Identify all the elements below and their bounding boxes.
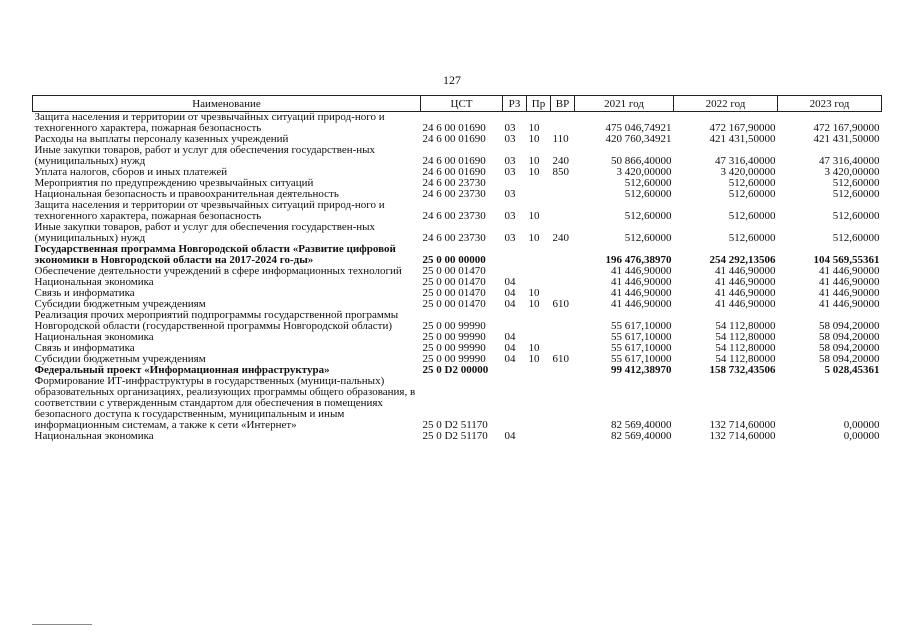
cell-name: Обеспечение деятельности учреждений в сфере информационных технологий xyxy=(34,265,402,277)
cell-cst: 24 6 00 01690 xyxy=(422,133,486,145)
header-cst: ЦСТ xyxy=(421,96,503,112)
cell-y2021: 55 617,10000 xyxy=(611,320,672,332)
cell-vr xyxy=(551,365,575,376)
cell-cst: 25 0 D2 51170 xyxy=(422,430,488,442)
cell-rz: 04 xyxy=(504,276,516,288)
cell-pr: 10 xyxy=(528,166,540,178)
cell-vr xyxy=(551,178,575,189)
cell-cst: 24 6 00 23730 xyxy=(422,177,486,189)
cell-y2022: 54 112,80000 xyxy=(715,320,776,332)
table-row xyxy=(33,376,882,431)
table-row xyxy=(33,244,882,266)
cell-y2023: 58 094,20000 xyxy=(819,331,880,343)
cell-pr: 10 xyxy=(528,353,540,365)
cell-cst: 25 0 00 01470 xyxy=(422,287,486,299)
cell-pr xyxy=(527,365,551,376)
cell-y2021: 196 476,38970 xyxy=(605,254,672,266)
cell-name: Защита населения и территории от чрезвычайных ситуаций природ-ного и техногенного характера, пожарная безопасность xyxy=(34,111,385,134)
cell-cst: 25 0 00 99990 xyxy=(422,320,486,332)
footer-divider xyxy=(32,624,92,625)
cell-vr xyxy=(551,244,575,266)
cell-rz: 03 xyxy=(504,133,516,145)
cell-name: Защита населения и территории от чрезвычайных ситуаций природ-ного и техногенного характера, пожарная безопасность xyxy=(34,199,385,222)
cell-vr xyxy=(551,277,575,288)
cell-vr: 240 xyxy=(552,155,569,167)
cell-vr xyxy=(551,332,575,343)
cell-vr xyxy=(551,200,575,222)
cell-pr xyxy=(527,266,551,277)
cell-rz xyxy=(503,376,527,431)
cell-y2021: 41 446,90000 xyxy=(611,265,672,277)
cell-y2021: 55 617,10000 xyxy=(611,342,672,354)
cell-y2022: 132 714,60000 xyxy=(709,419,776,431)
cell-pr xyxy=(527,189,551,200)
cell-y2022: 512,60000 xyxy=(728,188,776,200)
cell-name: Иные закупки товаров, работ и услуг для обеспечения государствен-ных (муниципальных) нужд xyxy=(34,221,376,244)
cell-y2021: 512,60000 xyxy=(624,188,672,200)
cell-cst: 25 0 00 99990 xyxy=(422,331,486,343)
cell-vr: 240 xyxy=(552,232,569,244)
table-row xyxy=(33,431,882,442)
header-name: Наименование xyxy=(33,96,421,112)
table-row xyxy=(33,145,882,167)
cell-vr xyxy=(551,376,575,431)
cell-cst: 24 6 00 01690 xyxy=(422,155,486,167)
cell-rz: 04 xyxy=(504,287,516,299)
cell-cst: 25 0 00 01470 xyxy=(422,265,486,277)
cell-vr xyxy=(551,189,575,200)
cell-pr xyxy=(527,310,551,332)
cell-name: Национальная безопасность и правоохранительная деятельность xyxy=(34,188,339,200)
cell-vr: 610 xyxy=(552,353,569,365)
cell-y2022: 132 714,60000 xyxy=(709,430,776,442)
cell-y2023: 512,60000 xyxy=(832,177,880,189)
cell-rz: 03 xyxy=(504,210,516,222)
table-row xyxy=(33,112,882,135)
cell-y2023: 41 446,90000 xyxy=(819,287,880,299)
cell-name: Федеральный проект «Информационная инфраструктура» xyxy=(34,364,330,376)
cell-pr: 10 xyxy=(528,155,540,167)
cell-y2023: 512,60000 xyxy=(832,210,880,222)
cell-rz: 04 xyxy=(504,353,516,365)
cell-y2023: 0,00000 xyxy=(843,419,880,431)
cell-y2023: 41 446,90000 xyxy=(819,265,880,277)
cell-y2022: 3 420,00000 xyxy=(720,166,776,178)
cell-y2023: 0,00000 xyxy=(843,430,880,442)
cell-y2022: 512,60000 xyxy=(728,177,776,189)
cell-y2021: 82 569,40000 xyxy=(611,419,672,431)
cell-y2022: 47 316,40000 xyxy=(715,155,776,167)
cell-rz: 03 xyxy=(504,188,516,200)
cell-rz: 03 xyxy=(504,122,516,134)
cell-name: Субсидии бюджетным учреждениям xyxy=(34,353,206,365)
cell-rz: 04 xyxy=(504,331,516,343)
cell-pr: 10 xyxy=(528,210,540,222)
cell-y2023: 41 446,90000 xyxy=(819,276,880,288)
cell-y2021: 420 760,34921 xyxy=(605,133,672,145)
cell-pr: 10 xyxy=(528,342,540,354)
cell-y2021: 50 866,40000 xyxy=(611,155,672,167)
cell-y2023: 58 094,20000 xyxy=(819,320,880,332)
cell-cst: 25 0 00 00000 xyxy=(422,254,486,266)
cell-name: Национальная экономика xyxy=(34,276,154,288)
cell-rz: 04 xyxy=(504,298,516,310)
table-body xyxy=(33,112,882,443)
cell-name: Формирование ИТ-инфраструктуры в государственных (муници-пальных) образовательных организациях, реализующих программы общего образования, в соответствии с утвержденным стандартом для обеспечения в помещениях безопасного доступа к государственным, муниципальным и иным информационным системам, а также к сети «Интернет» xyxy=(34,375,416,431)
cell-name: Расходы на выплаты персоналу казенных учреждений xyxy=(34,133,289,145)
cell-pr: 10 xyxy=(528,133,540,145)
cell-cst: 24 6 00 01690 xyxy=(422,166,486,178)
cell-y2022: 54 112,80000 xyxy=(715,353,776,365)
cell-pr: 10 xyxy=(528,298,540,310)
cell-cst: 25 0 00 99990 xyxy=(422,342,486,354)
cell-y2022: 472 167,90000 xyxy=(709,122,776,134)
cell-cst: 24 6 00 01690 xyxy=(422,122,486,134)
cell-pr xyxy=(527,376,551,431)
header-pr: Пр xyxy=(527,96,551,112)
cell-y2021: 512,60000 xyxy=(624,210,672,222)
cell-y2021: 41 446,90000 xyxy=(611,276,672,288)
cell-cst: 25 0 D2 00000 xyxy=(422,364,489,376)
cell-pr xyxy=(527,431,551,442)
table-row xyxy=(33,222,882,244)
cell-y2021: 82 569,40000 xyxy=(611,430,672,442)
cell-y2023: 512,60000 xyxy=(832,188,880,200)
cell-y2022: 41 446,90000 xyxy=(715,265,776,277)
cell-y2023: 58 094,20000 xyxy=(819,353,880,365)
cell-y2021: 3 420,00000 xyxy=(616,166,672,178)
cell-vr xyxy=(551,266,575,277)
cell-rz: 03 xyxy=(504,155,516,167)
cell-name: Государственная программа Новгородской области «Развитие цифровой экономики в Новгородской области на 2017-2024 го-ды» xyxy=(34,243,396,266)
cell-y2022: 54 112,80000 xyxy=(715,342,776,354)
cell-name: Национальная экономика xyxy=(34,331,154,343)
cell-y2021: 41 446,90000 xyxy=(611,298,672,310)
cell-cst: 24 6 00 23730 xyxy=(422,188,486,200)
cell-y2022: 54 112,80000 xyxy=(715,331,776,343)
header-2023: 2023 год xyxy=(778,96,882,112)
header-rz: РЗ xyxy=(503,96,527,112)
cell-vr: 610 xyxy=(552,298,569,310)
cell-y2022: 254 292,13506 xyxy=(709,254,776,266)
cell-name: Национальная экономика xyxy=(34,430,154,442)
cell-y2023: 41 446,90000 xyxy=(819,298,880,310)
cell-vr xyxy=(551,431,575,442)
cell-vr xyxy=(551,112,575,135)
cell-y2023: 421 431,50000 xyxy=(813,133,880,145)
cell-cst: 24 6 00 23730 xyxy=(422,210,486,222)
cell-y2022: 158 732,43506 xyxy=(709,364,776,376)
cell-y2023: 47 316,40000 xyxy=(819,155,880,167)
cell-name: Реализация прочих мероприятий подпрограммы государственной программы Новгородской области (государственной программы Новгородской области) xyxy=(34,309,399,332)
cell-vr xyxy=(551,310,575,332)
table-row xyxy=(33,200,882,222)
cell-y2022: 41 446,90000 xyxy=(715,276,776,288)
page-number: 127 xyxy=(443,73,461,87)
cell-rz xyxy=(503,310,527,332)
header-2022: 2022 год xyxy=(674,96,778,112)
cell-y2022: 41 446,90000 xyxy=(715,298,776,310)
budget-table xyxy=(32,95,882,442)
cell-y2022: 512,60000 xyxy=(728,232,776,244)
cell-name: Связь и информатика xyxy=(34,342,135,354)
cell-y2021: 512,60000 xyxy=(624,232,672,244)
cell-y2021: 41 446,90000 xyxy=(611,287,672,299)
cell-cst: 25 0 D2 51170 xyxy=(422,419,488,431)
cell-rz: 03 xyxy=(504,166,516,178)
cell-name: Субсидии бюджетным учреждениям xyxy=(34,298,206,310)
table-header-row xyxy=(33,96,882,112)
cell-y2023: 58 094,20000 xyxy=(819,342,880,354)
cell-y2023: 472 167,90000 xyxy=(813,122,880,134)
cell-name: Уплата налогов, сборов и иных платежей xyxy=(34,166,228,178)
cell-pr: 10 xyxy=(528,287,540,299)
cell-y2021: 55 617,10000 xyxy=(611,353,672,365)
cell-y2021: 475 046,74921 xyxy=(605,122,672,134)
cell-pr xyxy=(527,178,551,189)
cell-rz: 04 xyxy=(504,342,516,354)
cell-cst: 25 0 00 01470 xyxy=(422,298,486,310)
cell-pr: 10 xyxy=(528,122,540,134)
header-2021: 2021 год xyxy=(575,96,674,112)
cell-name: Связь и информатика xyxy=(34,287,135,299)
cell-vr: 110 xyxy=(552,133,569,145)
cell-y2023: 512,60000 xyxy=(832,232,880,244)
cell-y2021: 55 617,10000 xyxy=(611,331,672,343)
cell-name: Мероприятия по предупреждению чрезвычайных ситуаций xyxy=(34,177,314,189)
cell-y2023: 104 569,55361 xyxy=(813,254,880,266)
cell-pr xyxy=(527,244,551,266)
cell-y2022: 512,60000 xyxy=(728,210,776,222)
cell-y2023: 3 420,00000 xyxy=(824,166,880,178)
cell-pr: 10 xyxy=(528,232,540,244)
cell-y2022: 421 431,50000 xyxy=(709,133,776,145)
cell-rz xyxy=(503,365,527,376)
table-row xyxy=(33,310,882,332)
cell-rz xyxy=(503,244,527,266)
cell-name: Иные закупки товаров, работ и услуг для обеспечения государствен-ных (муниципальных) нужд xyxy=(34,144,376,167)
cell-cst: 25 0 00 01470 xyxy=(422,276,486,288)
cell-cst: 25 0 00 99990 xyxy=(422,353,486,365)
cell-y2022: 41 446,90000 xyxy=(715,287,776,299)
cell-y2023: 5 028,45361 xyxy=(824,364,880,376)
cell-y2021: 512,60000 xyxy=(624,177,672,189)
header-vr: ВР xyxy=(551,96,575,112)
cell-cst: 24 6 00 23730 xyxy=(422,232,486,244)
cell-rz: 03 xyxy=(504,232,516,244)
cell-vr: 850 xyxy=(552,166,569,178)
cell-rz: 04 xyxy=(504,430,516,442)
cell-y2021: 99 412,38970 xyxy=(611,364,672,376)
